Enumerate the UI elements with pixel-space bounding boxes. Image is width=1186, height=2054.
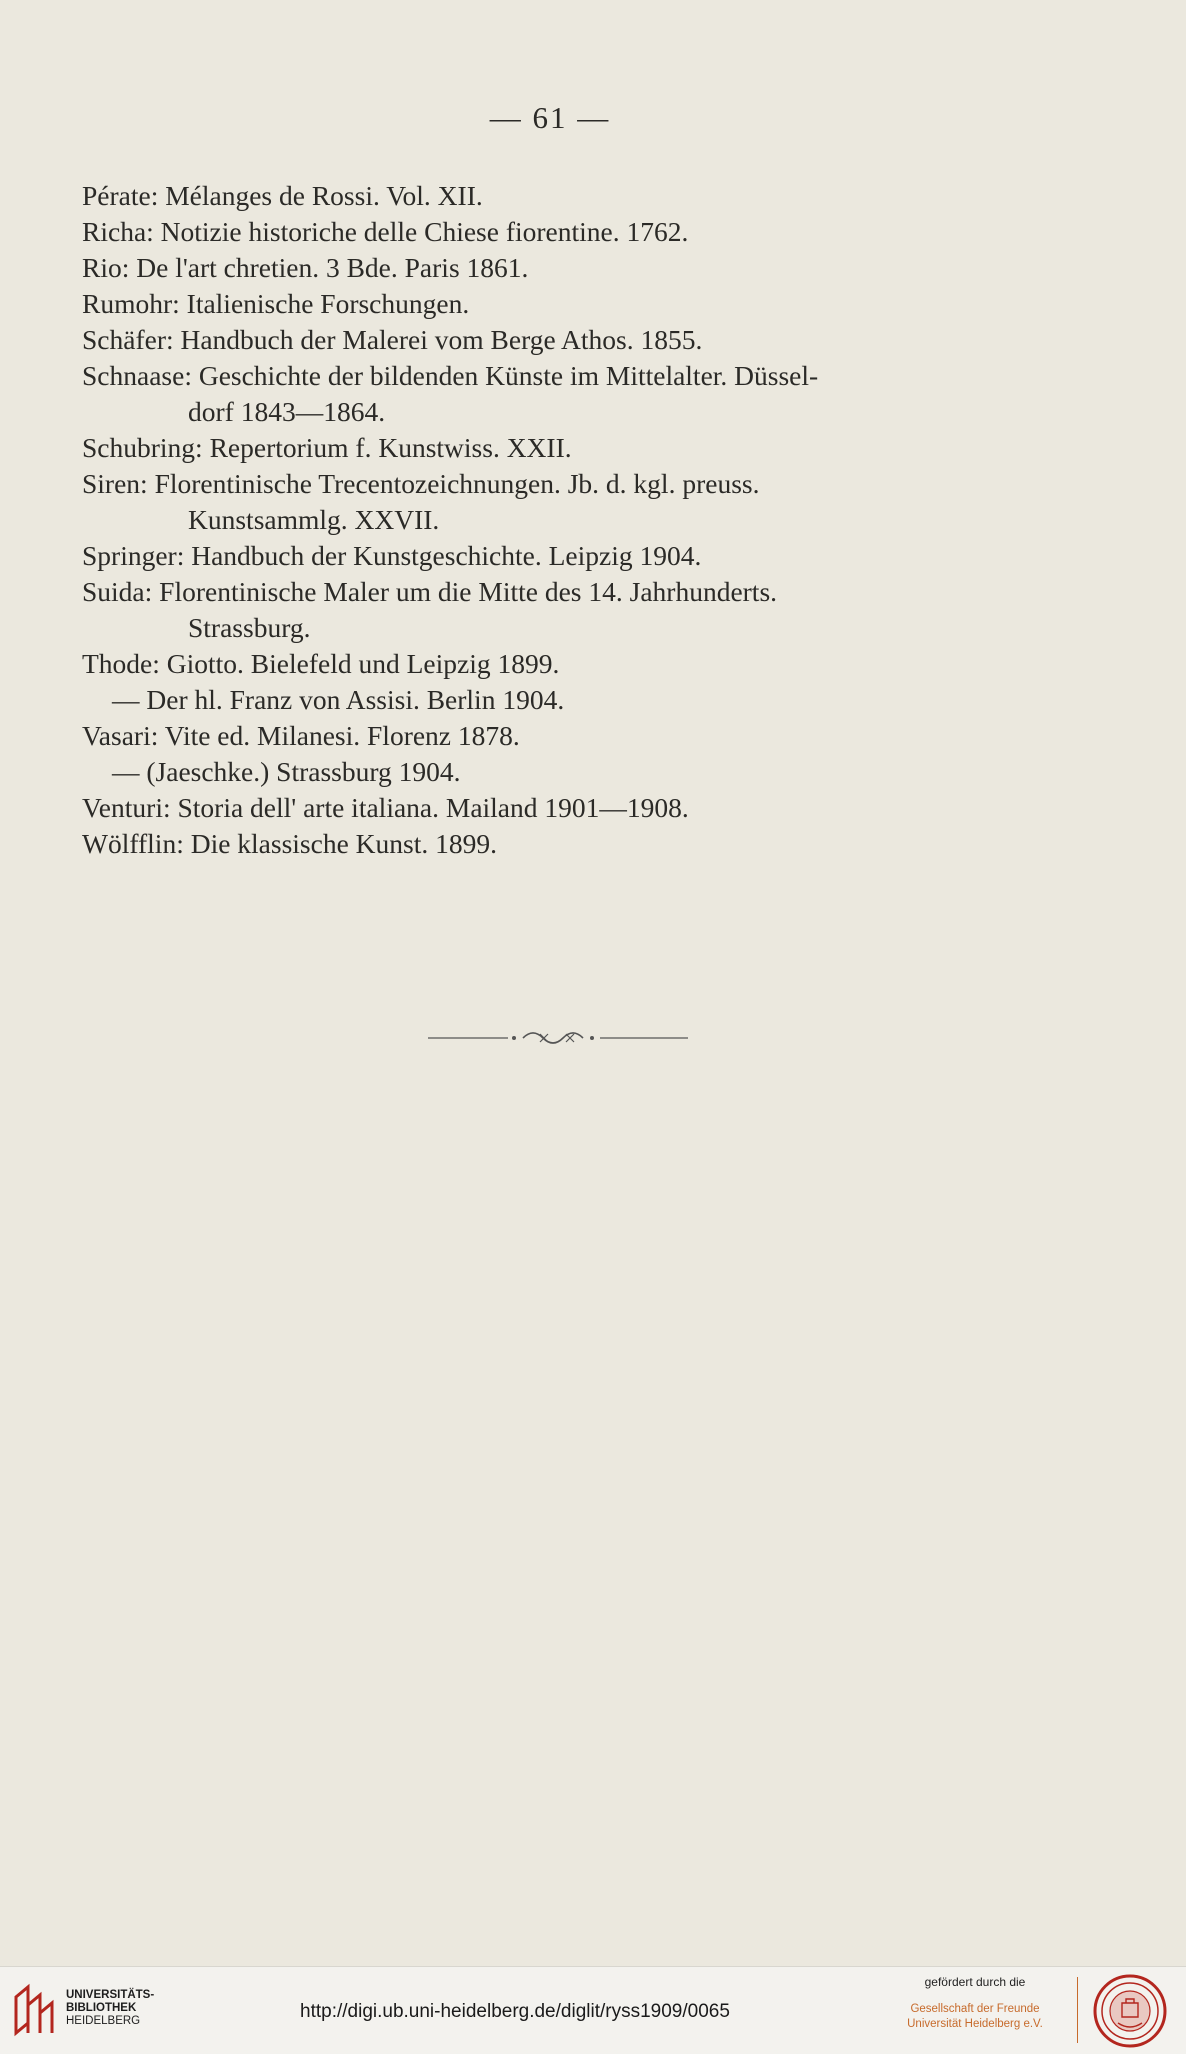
bib-entry-line: Richa: Notizie historiche delle Chiese fiorentine. 1762. (82, 216, 689, 247)
bib-entry (82, 214, 1042, 250)
sponsor-block (880, 1975, 1070, 2032)
bib-entry-line: Springer: Handbuch der Kunstgeschichte. Leipzig 1904. (82, 540, 702, 571)
bib-entry-continuation: Strassburg. (188, 612, 311, 643)
bib-entry-continuation: dorf 1843—1864. (188, 396, 386, 427)
bib-entry-line: Rumohr: Italienische Forschungen. (82, 288, 470, 319)
bib-entry-line: Vasari: Vite ed. Milanesi. Florenz 1878. (82, 720, 520, 751)
library-name-line: HEIDELBERG (66, 2015, 141, 2027)
bib-entry-sub (82, 754, 1042, 790)
bib-entry-line: Schnaase: Geschichte der bildenden Künste im Mittelalter. Düssel- (82, 360, 819, 391)
bib-entry-line: Pérate: Mélanges de Rossi. Vol. XII. (82, 180, 483, 211)
bib-entry (82, 646, 1042, 682)
bib-entry (82, 322, 1042, 358)
bib-entry (82, 826, 1042, 862)
sponsor-name (880, 2002, 1070, 2032)
bib-entry-line: — Der hl. Franz von Assisi. Berlin 1904. (112, 684, 565, 715)
ornament-divider-icon (428, 1028, 688, 1048)
bib-entry-line: Schubring: Repertorium f. Kunstwiss. XXII. (82, 432, 572, 463)
bib-entry (82, 538, 1042, 574)
bib-entry-line: Suida: Florentinische Maler um die Mitte des 14. Jahrhunderts. (82, 576, 778, 607)
bib-entry-line: — (Jaeschke.) Strassburg 1904. (112, 756, 461, 787)
bib-entry (82, 286, 1042, 322)
library-name-line: BIBLIOTHEK (66, 2002, 137, 2014)
bib-entry (82, 430, 1042, 466)
bib-entry-sub (82, 682, 1042, 718)
bib-entry (82, 718, 1042, 754)
bib-entry-line: Rio: De l'art chretien. 3 Bde. Paris 1861. (82, 252, 529, 283)
bib-entry-line: Venturi: Storia dell' arte italiana. Mailand 1901—1908. (82, 792, 689, 823)
bibliography-list (82, 178, 1042, 862)
bib-entry (82, 178, 1042, 214)
bib-entry (82, 790, 1042, 826)
library-name (66, 1989, 154, 2028)
page-number: — 61 — (489, 100, 611, 135)
sponsor-name-line: Universität Heidelberg e.V. (907, 2018, 1043, 2030)
footer-bar (0, 1966, 1186, 2054)
library-name-line: UNIVERSITÄTS- (66, 1989, 155, 2001)
sponsor-name-line: Gesellschaft der Freunde (910, 2003, 1040, 2015)
bib-entry-line: Schäfer: Handbuch der Malerei vom Berge Athos. 1855. (82, 324, 703, 355)
bib-entry-line: Thode: Giotto. Bielefeld und Leipzig 1899. (82, 648, 560, 679)
bib-entry-line: Siren: Florentinische Trecentozeichnungen. Jb. d. kgl. preuss. (82, 468, 760, 499)
bib-entry (82, 358, 1042, 430)
bib-entry (82, 250, 1042, 286)
bib-entry-line: Wölfflin: Die klassische Kunst. 1899. (82, 828, 497, 859)
bib-entry (82, 466, 1042, 538)
bib-entry-continuation: Kunstsammlg. XXVII. (188, 504, 440, 535)
permalink-url[interactable]: http://digi.ub.uni-heidelberg.de/diglit/ryss1909/0065 (300, 2001, 730, 2022)
library-logo-icon (10, 1983, 58, 2037)
sponsor-label: gefördert durch die (924, 1975, 1026, 1989)
university-seal-icon (1092, 1973, 1168, 2049)
bib-entry (82, 574, 1042, 646)
footer-divider (1077, 1977, 1078, 2043)
